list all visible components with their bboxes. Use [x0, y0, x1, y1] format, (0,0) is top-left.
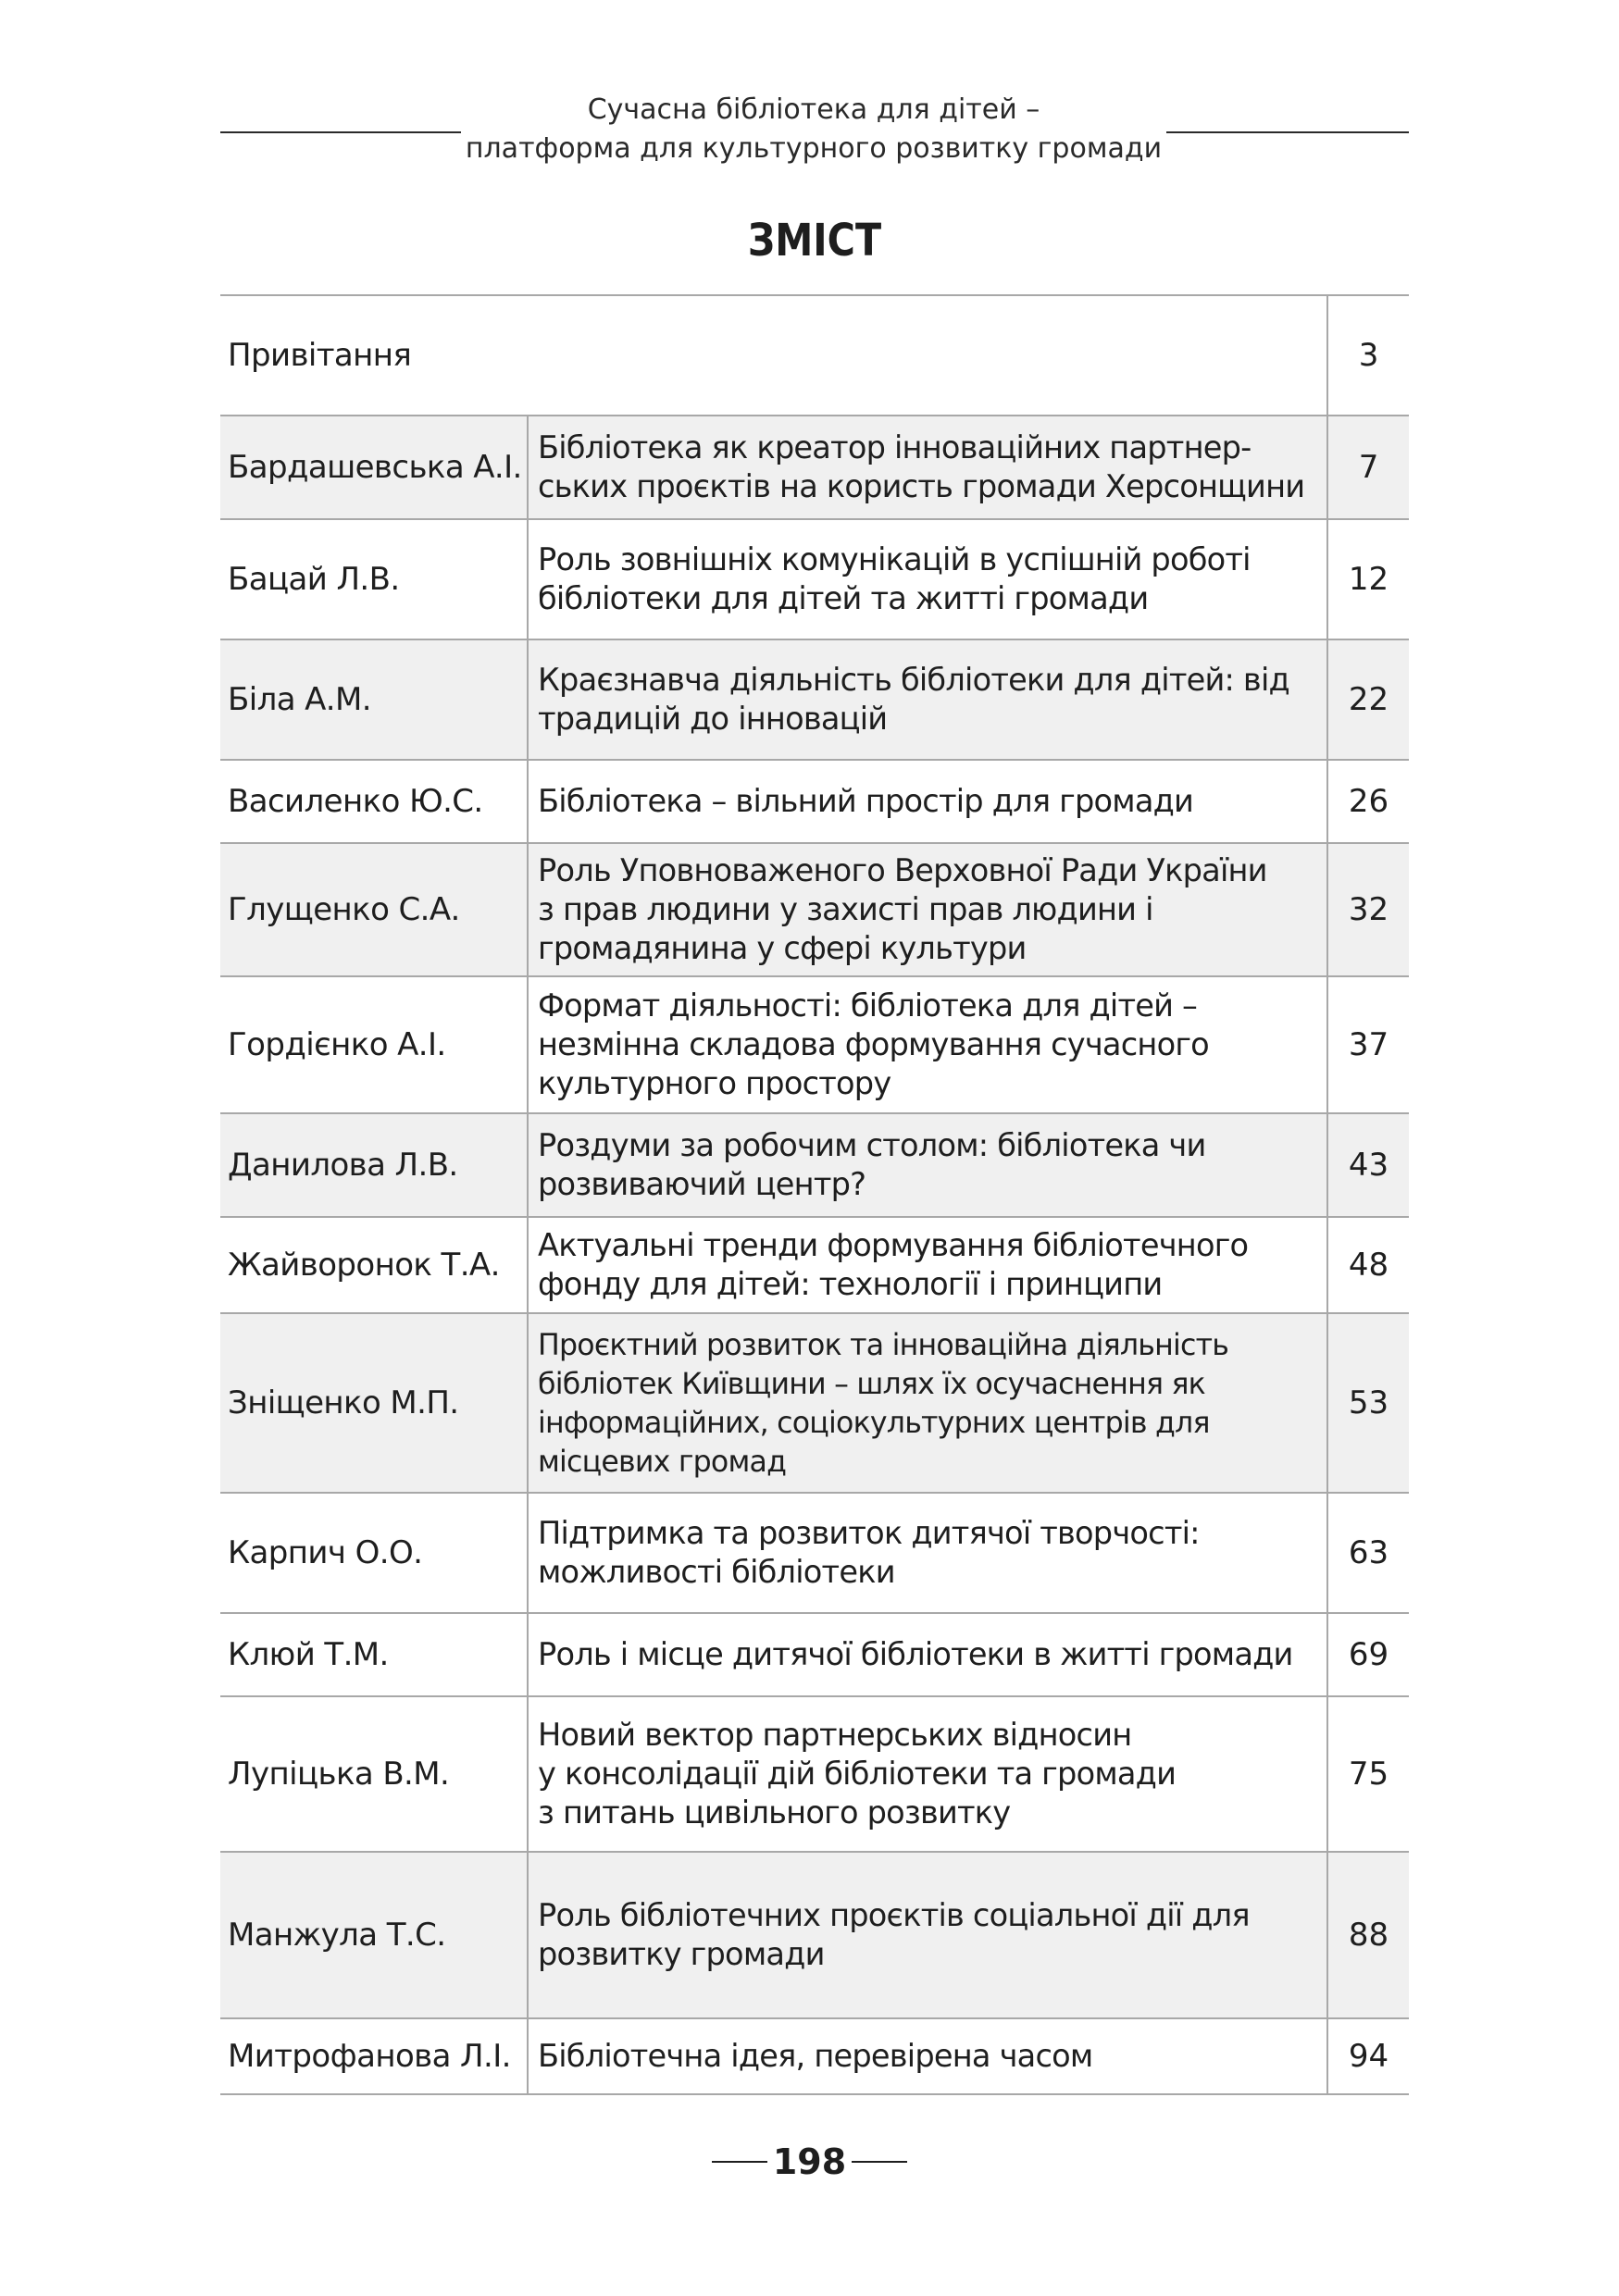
- toc-title: [528, 1696, 1327, 1852]
- toc-title-line: Роль зовнішніх комунікацій в успішній роботі: [538, 541, 1251, 578]
- toc-row: [220, 843, 1409, 976]
- table-of-contents: [220, 294, 1409, 2095]
- toc-title: [528, 1852, 1327, 2018]
- toc-author: Карпич О.О.: [220, 1493, 528, 1613]
- toc-row: [220, 1852, 1409, 2018]
- toc-page-number: 43: [1327, 1113, 1409, 1217]
- running-header-line-1: Сучасна бібліотека для дітей –: [587, 93, 1040, 126]
- toc-row: [220, 760, 1409, 843]
- toc-title-line: можливості бібліотеки: [538, 1554, 895, 1591]
- toc-title: [528, 976, 1327, 1113]
- toc-title: [528, 760, 1327, 843]
- toc-title: [528, 639, 1327, 760]
- toc-author: Глущенко С.А.: [220, 843, 528, 976]
- toc-title-line: Бібліотека – вільний простір для громади: [538, 783, 1194, 820]
- toc-author: Василенко Ю.С.: [220, 760, 528, 843]
- toc-title-line: бібліотек Київщини – шлях їх осучаснення як: [538, 1366, 1205, 1401]
- toc-page-number: 22: [1327, 639, 1409, 760]
- toc-title-line: з прав людини у захисті прав людини і: [538, 891, 1153, 928]
- toc-page-number: 63: [1327, 1493, 1409, 1613]
- toc-page-number: 48: [1327, 1217, 1409, 1313]
- toc-page-number: 69: [1327, 1613, 1409, 1696]
- toc-title-line: Проєктний розвиток та інноваційна діяльність: [538, 1327, 1229, 1362]
- toc-page-number: 53: [1327, 1313, 1409, 1493]
- toc-row: [220, 2018, 1409, 2094]
- toc-page-number: 75: [1327, 1696, 1409, 1852]
- toc-title-line: Новий вектор партнерських відносин: [538, 1717, 1132, 1754]
- toc-title-line: Формат діяльності: бібліотека для дітей –: [538, 987, 1198, 1024]
- toc-title-line: ських проєктів на користь громади Херсонщини: [538, 468, 1305, 505]
- toc-title: [528, 1217, 1327, 1313]
- toc-row: [220, 976, 1409, 1113]
- page-title: ЗМІСТ: [747, 215, 882, 267]
- page-number: 198: [772, 2141, 847, 2182]
- running-header: [461, 91, 1166, 168]
- toc-title-line: місцевих громад: [538, 1444, 787, 1479]
- toc-title: [528, 1493, 1327, 1613]
- header-rule-right: [1166, 131, 1409, 133]
- toc-author: Митрофанова Л.І.: [220, 2018, 528, 2094]
- toc-title: [528, 2018, 1327, 2094]
- toc-title-line: у консолідації дій бібліотеки та громади: [538, 1756, 1177, 1793]
- toc-title-line: незмінна складова формування сучасного: [538, 1026, 1209, 1063]
- toc-title-line: традицій до інновацій: [538, 701, 888, 738]
- toc-author: Бацай Л.В.: [220, 519, 528, 639]
- toc-author: Данилова Л.В.: [220, 1113, 528, 1217]
- toc-row: [220, 1613, 1409, 1696]
- toc-row: [220, 519, 1409, 639]
- toc-author: Гордієнко А.І.: [220, 976, 528, 1113]
- toc-title-line: культурного простору: [538, 1065, 891, 1102]
- toc-author: Лупіцька В.М.: [220, 1696, 528, 1852]
- toc-title-line: Актуальні тренди формування бібліотечного: [538, 1227, 1249, 1264]
- footer-dash-right: [852, 2161, 907, 2163]
- toc-title-line: Краєзнавча діяльність бібліотеки для дітей: від: [538, 662, 1289, 699]
- toc-author: Зніщенко М.П.: [220, 1313, 528, 1493]
- toc-page-number: 32: [1327, 843, 1409, 976]
- toc-title-line: громадянина у сфері культури: [538, 930, 1027, 967]
- toc-title-line: Бібліотечна ідея, перевірена часом: [538, 2038, 1093, 2075]
- toc-page-number: 88: [1327, 1852, 1409, 2018]
- toc-title-line: інформаційних, соціокультурних центрів для: [538, 1405, 1210, 1440]
- toc-author: Жайворонок Т.А.: [220, 1217, 528, 1313]
- toc-title: [528, 416, 1327, 519]
- toc-author: Бардашевська А.І.: [220, 416, 528, 519]
- toc-title-line: фонду для дітей: технології і принципи: [538, 1266, 1163, 1303]
- toc-author: Манжула Т.С.: [220, 1852, 528, 2018]
- toc-title-line: Роль Уповноваженого Верховної Ради України: [538, 852, 1267, 889]
- toc-row: [220, 1313, 1409, 1493]
- toc-title-line: розвиваючий центр?: [538, 1166, 866, 1203]
- toc-page-number: 37: [1327, 976, 1409, 1113]
- toc-title-line: Підтримка та розвиток дитячої творчості:: [538, 1515, 1200, 1552]
- toc-title: [528, 843, 1327, 976]
- toc-title: [528, 1113, 1327, 1217]
- toc-title-line: розвитку громади: [538, 1936, 825, 1973]
- toc-page-number: 7: [1327, 416, 1409, 519]
- toc-title-line: бібліотеки для дітей та житті громади: [538, 580, 1149, 617]
- running-header-line-2: платформа для культурного розвитку громади: [465, 132, 1163, 165]
- toc-page-number: 12: [1327, 519, 1409, 639]
- toc-row: [220, 1696, 1409, 1852]
- toc-title-line: Бібліотека як креатор інноваційних партнер-: [538, 429, 1252, 466]
- toc-author: Клюй Т.М.: [220, 1613, 528, 1696]
- toc-title: [528, 519, 1327, 639]
- page-footer: [0, 2136, 1619, 2185]
- toc-author: Біла А.М.: [220, 639, 528, 760]
- toc-row-intro: [220, 295, 1409, 416]
- toc-row: [220, 1217, 1409, 1313]
- toc-title: [528, 1313, 1327, 1493]
- toc-title-line: Роль і місце дитячої бібліотеки в житті громади: [538, 1636, 1293, 1673]
- toc-intro-label: Привітання: [220, 295, 1327, 416]
- toc-row: [220, 639, 1409, 760]
- toc-row: [220, 1113, 1409, 1217]
- toc-title: [528, 1613, 1327, 1696]
- toc-page-number: 26: [1327, 760, 1409, 843]
- toc-title-line: з питань цивільного розвитку: [538, 1794, 1011, 1831]
- toc-title-line: Роль бібліотечних проєктів соціальної дії для: [538, 1897, 1250, 1934]
- footer-dash-left: [712, 2161, 767, 2163]
- toc-row: [220, 416, 1409, 519]
- toc-page-number: 94: [1327, 2018, 1409, 2094]
- toc-title-line: Роздуми за робочим столом: бібліотека чи: [538, 1127, 1206, 1164]
- toc-row: [220, 1493, 1409, 1613]
- toc-intro-page: 3: [1327, 295, 1409, 416]
- header-rule-left: [220, 131, 461, 133]
